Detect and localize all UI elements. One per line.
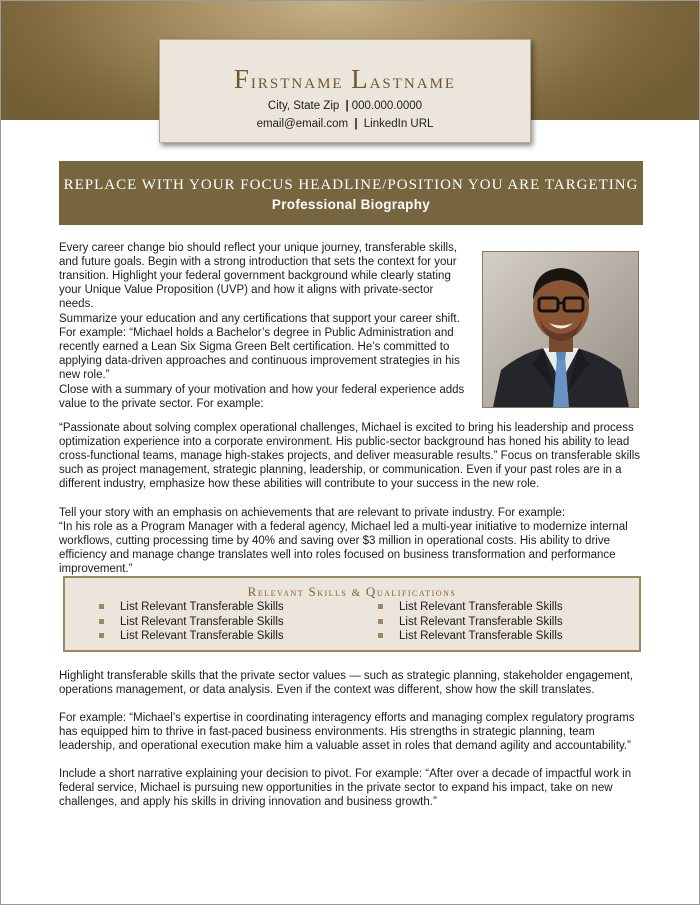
candidate-name: Firstname Lastname [233, 64, 457, 94]
contact-line-1 [160, 99, 530, 113]
bullet-icon [378, 604, 383, 609]
skill-item: List Relevant Transferable Skills [378, 615, 563, 630]
separator: | [354, 118, 358, 130]
bio-paragraph-7: For example: “Michael’s expertise in coordinating interagency efforts and managing complex regulatory programs has equipped him to thrive in fast-paced business environments. His strengths in strategic planning, team leadership, and operational execution make him a valuable asset in roles that demand agility and accountability.” [59, 712, 635, 752]
bio-paragraph-8: Include a short narrative explaining your decision to pivot. For example: “After over a decade of impactful work in federal service, Michael is pursuing new opportunities in the private sector to expand his impact, take on new challenges, and apply his skills in driving innovation and business growth.” [59, 768, 632, 808]
email[interactable]: email@email.com [256, 118, 349, 130]
bullet-icon [378, 619, 383, 624]
bio-paragraph-5-intro: Tell your story with an emphasis on achievements that are relevant to private industry. For example: [59, 507, 566, 519]
bullet-icon [99, 633, 104, 638]
skills-title: Relevant Skills & Qualifications [247, 584, 457, 599]
skills-column-right [378, 600, 563, 644]
phone: 000.000.0000 [351, 100, 423, 112]
bullet-icon [378, 633, 383, 638]
bio-paragraph-6: Highlight transferable skills that the private sector values — such as strategic planning, stakeholder engagement, operations management, or data analysis. Even if the context was different, show how the skill translates. [59, 670, 634, 696]
bullet-icon [99, 619, 104, 624]
bio-paragraph-1: Every career change bio should reflect your unique journey, transferable skills, and future goals. Begin with a strong introduction that sets the context for your transition. Highlight your federal government background while clearly stating your Unique Value Proposition (UVP) and how it aligns with private-sector needs. [59, 242, 458, 310]
bio-paragraph-5-quote: “In his role as a Program Manager with a federal agency, Michael led a multi-year initiative to modernize internal workflows, cutting processing time by 40% and saving over $3 million in operational costs. His ability to drive efficiency and manage change translates well into roles focused on business transformation and performance improvement.” [59, 521, 628, 575]
skills-column-left [99, 600, 284, 644]
skill-item: List Relevant Transferable Skills [99, 629, 284, 644]
skill-item: List Relevant Transferable Skills [99, 600, 284, 615]
skill-item: List Relevant Transferable Skills [378, 600, 563, 615]
bio-paragraph-4: “Passionate about solving complex operational challenges, Michael is excited to bring his leadership and process optimization experience into a corporate environment. His public-sector background has honed his ability to lead cross-functional teams, manage high-stakes projects, and deliver measurable results.” Focus on transferable skills such as project management, strategic planning, leadership, or communication. Even if your past roles are in a different industry, emphasize how these abilities will contribute to your success in the new role. [59, 422, 641, 490]
contact-line-2 [160, 117, 530, 131]
bio-paragraph-2: Summarize your education and any certifications that support your career shift. For example: “Michael holds a Bachelor’s degree in Public Administration and recently earned a Lean Six Sigma Green Belt certification. He’s committed to applying data-driven approaches and continuous improvement strategies in his new role.” [59, 313, 460, 381]
skills-box [63, 576, 641, 652]
name-card [159, 39, 531, 143]
section-subheading: Professional Biography [271, 197, 431, 212]
linkedin-url[interactable]: LinkedIn URL [363, 118, 434, 130]
bullet-icon [99, 604, 104, 609]
separator: | [345, 100, 349, 112]
headline-bar [59, 161, 643, 225]
city-state-zip: City, State Zip [267, 100, 340, 112]
skill-item: List Relevant Transferable Skills [378, 629, 563, 644]
focus-headline: REPLACE WITH YOUR FOCUS HEADLINE/POSITION YOU ARE TARGETING [63, 177, 639, 193]
professional-headshot-icon [482, 251, 639, 408]
bio-paragraph-3: Close with a summary of your motivation and how your federal experience adds value to the private sector. For example: [59, 384, 465, 410]
headshot-illustration [483, 252, 638, 407]
skill-item: List Relevant Transferable Skills [99, 615, 284, 630]
